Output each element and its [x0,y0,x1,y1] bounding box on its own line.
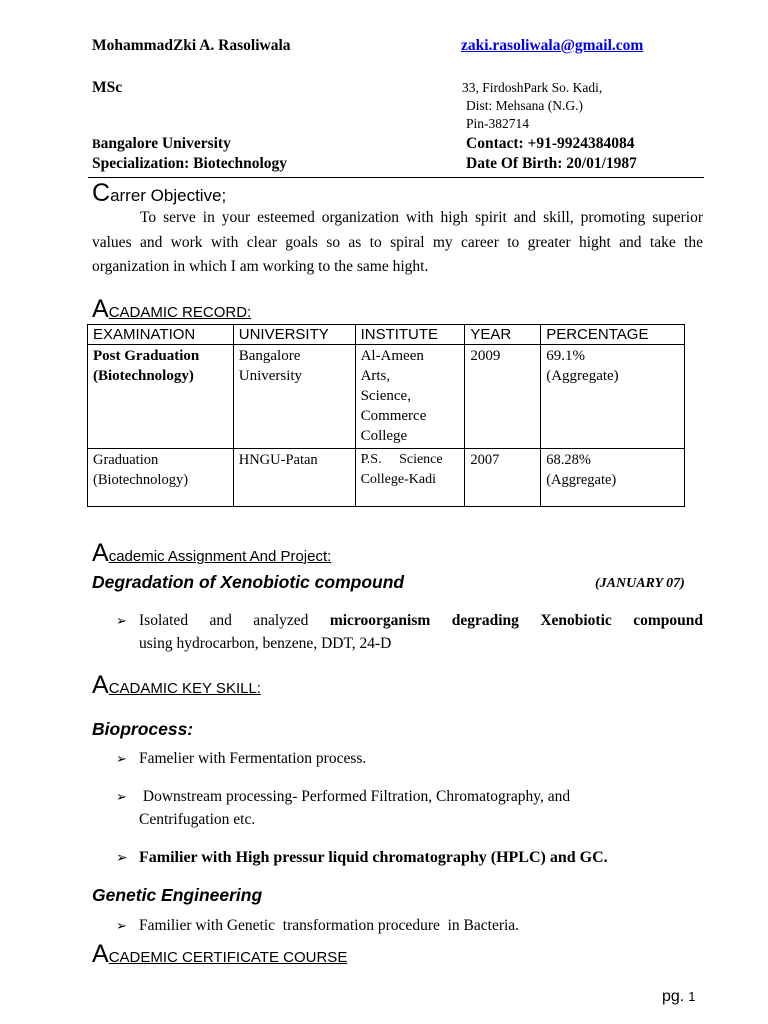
page-label: pg. [662,988,685,1005]
page-number [662,988,695,1006]
exam-line-2: (Biotechnology) [93,368,194,384]
date-of-birth: Date Of Birth: 20/01/1987 [466,155,637,172]
cell-institute [355,345,465,449]
assignment-bullet-line-1 [139,609,703,632]
cell-exam [88,449,234,507]
cell-institute [355,449,465,507]
degree: MSc [92,79,123,96]
address-line-1: 33, FirdoshPark So. Kadi, [462,80,603,95]
key-skill-cap: A [92,671,109,699]
key-skill-heading [92,670,261,704]
page-number-value: 1 [688,989,696,1004]
institute-line: Arts, [360,368,391,384]
cell-percentage [541,345,685,449]
project-title: Degradation of Xenobiotic compound [92,572,405,592]
email-link[interactable]: zaki.rasoliwala@gmail.com [461,37,644,54]
assignment-bullet [139,609,703,655]
table-row [88,449,685,507]
institute-line: Science, [360,388,411,404]
pct-line-2: (Aggregate) [546,368,619,384]
bullet-arrow-icon: ➢ [116,752,127,767]
cell-percentage [541,449,685,507]
pct-line-2: (Aggregate) [546,472,617,488]
university-rest: angalore University [100,135,231,152]
academic-record-heading [92,294,251,328]
university-line-2: University [238,368,303,384]
certificate-heading-text: CADEMIC CERTIFICATE COURSE [108,949,348,966]
key-skill-heading-text: CADAMIC KEY SKILL: [108,680,261,697]
bio-item-fermentation: Famelier with Fermentation process. [139,750,367,767]
academic-record-cap: A [92,295,109,323]
cell-exam [88,345,234,449]
assignment-cap: A [92,539,109,567]
col-university: UNIVERSITY [233,325,355,345]
assignment-bullet-prefix: Isolated and analyzed [139,612,330,629]
exam-line-1: Graduation [93,452,159,468]
col-year: YEAR [465,325,541,345]
certificate-cap: A [92,940,109,968]
academic-record-heading-text: CADAMIC RECORD: [108,304,252,321]
objective-heading-text: arrer Objective; [110,186,227,205]
institute-line-1: P.S. Science [360,452,443,467]
institute-line: Al-Ameen [360,348,424,364]
assignment-bullet-line-2: using hydrocarbon, benzene, DDT, 24-D [139,635,392,652]
pct-line-1: 69.1% [546,348,585,364]
university-line-1: Bangalore [238,348,301,364]
contact-phone: Contact: +91-9924384084 [466,135,635,152]
certificate-heading [92,939,347,973]
assignment-bullet-bold: microorganism degrading Xenobiotic compound [329,612,703,629]
university-initial: B [92,136,101,151]
bullet-arrow-icon: ➢ [116,919,127,934]
assignment-heading [92,538,331,572]
bio-item-hplc [139,846,608,869]
cell-year: 2009 [465,345,541,449]
table-row [88,345,685,449]
col-examination: EXAMINATION [88,325,234,345]
academic-record-table [87,324,685,507]
bullet-arrow-icon: ➢ [116,614,127,629]
col-percentage: PERCENTAGE [541,325,685,345]
hplc-bold: Familier with High pressur liquid chromatography [139,849,487,866]
address-line-2: Dist: Mehsana (N.G.) [466,98,583,113]
genetic-engineering-title: Genetic Engineering [92,885,263,905]
exam-line-1: Post Graduation [93,348,200,364]
col-institute: INSTITUTE [355,325,465,345]
address-line-3: Pin-382714 [466,116,530,131]
bullet-arrow-icon: ➢ [116,790,127,805]
bioprocess-title: Bioprocess: [92,719,194,739]
university [92,135,231,153]
genetic-item: Familier with Genetic transformation procedure in Bacteria. [139,917,520,934]
bio-item-downstream: Downstream processing- Performed Filtration, Chromatography, and [139,788,571,805]
pct-line-1: 68.28% [546,452,591,468]
institute-line: College [360,428,408,444]
exam-line-2: (Biotechnology) [93,472,189,488]
objective-text: To serve in your esteemed organization with high spirit and skill, promoting superior values and work with clear goals so as to spiral my career to greater hight and take the organization in which I am working to the same hight. [92,209,703,275]
assignment-heading-text: cademic Assignment And Project: [108,548,332,565]
cell-year: 2007 [465,449,541,507]
candidate-name: MohammadZki A. Rasoliwala [92,37,291,54]
specialization: Specialization: Biotechnology [92,155,288,172]
objective-heading-cap: C [92,179,111,207]
hplc-rest: (HPLC) and GC. [486,849,608,866]
institute-line: Commerce [360,408,427,424]
project-date: (JANUARY 07) [595,576,685,591]
institute-line-2: College-Kadi [360,472,436,487]
bio-item-downstream-cont: Centrifugation etc. [139,811,256,828]
cell-university [233,345,355,449]
table-header-row [88,325,685,345]
cell-university: HNGU-Patan [233,449,355,507]
bullet-arrow-icon: ➢ [116,850,128,866]
objective-text-block [92,206,703,280]
